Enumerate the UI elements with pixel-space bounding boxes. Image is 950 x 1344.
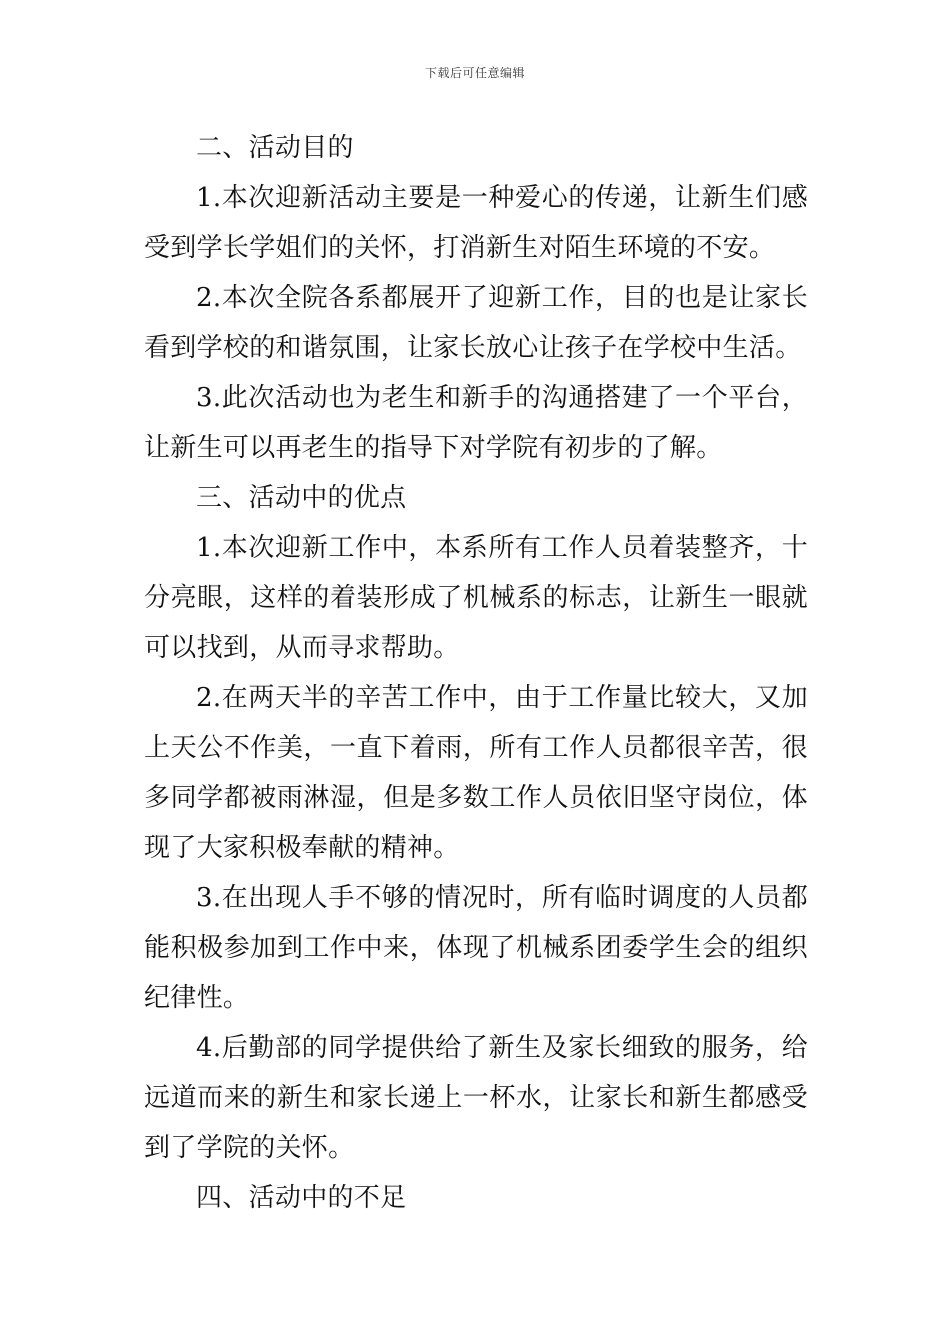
section-heading-strengths: 三、活动中的优点 [196,483,407,513]
purpose-item-3: 3.此次活动也为老生和新手的沟通搭建了一个平台，让新生可以再老生的指导下对学院有初步的了解。 [144,383,808,463]
strength-item-4: 4.后勤部的同学提供给了新生及家长细致的服务，给远道而来的新生和家长递上一杯水，让家长和新生都感受到了学院的关怀。 [144,1033,808,1163]
purpose-item-2: 2.本次全院各系都展开了迎新工作，目的也是让家长看到学校的和谐氛围，让家长放心让孩子在学校中生活。 [144,283,808,363]
section-heading-purpose: 二、活动目的 [196,133,354,163]
strength-item-3: 3.在出现人手不够的情况时，所有临时调度的人员都能积极参加到工作中来，体现了机械系团委学生会的组织纪律性。 [144,883,808,1013]
section-heading-shortcomings: 四、活动中的不足 [196,1183,407,1213]
header-note: 下载后可任意编辑 [424,66,525,80]
strength-item-2: 2.在两天半的辛苦工作中，由于工作量比较大，又加上天公不作美，一直下着雨，所有工作人员都很辛苦，很多同学都被雨淋湿，但是多数工作人员依旧坚守岗位，体现了大家积极奉献的精神。 [144,683,808,863]
purpose-item-1: 1.本次迎新活动主要是一种爱心的传递，让新生们感受到学长学姐们的关怀，打消新生对陌生环境的不安。 [144,183,808,263]
strength-item-1: 1.本次迎新工作中，本系所有工作人员着装整齐，十分亮眼，这样的着装形成了机械系的标志，让新生一眼就可以找到，从而寻求帮助。 [144,533,808,663]
document-body [144,123,808,1223]
